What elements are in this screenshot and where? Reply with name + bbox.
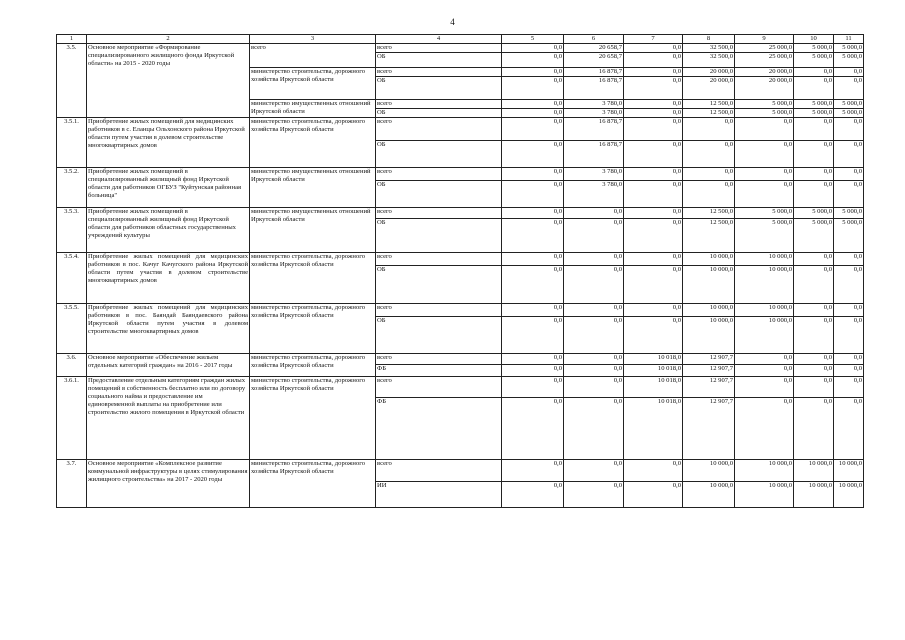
row-source: ОБ [376, 317, 502, 354]
row-value: 12 500,0 [683, 219, 735, 253]
row-value: 0,0 [502, 365, 564, 377]
row-value: 0,0 [834, 398, 864, 460]
row-value: 5 000,0 [794, 53, 834, 68]
row-value: 0,0 [834, 377, 864, 398]
row-executor: министерство строительства, дорожного хозяйства Иркутской области [250, 68, 376, 100]
row-value: 0,0 [564, 398, 624, 460]
row-value: 20 658,7 [564, 44, 624, 53]
row-value: 0,0 [794, 77, 834, 100]
row-value: 0,0 [564, 304, 624, 317]
row-value: 0,0 [794, 365, 834, 377]
row-value: 0,0 [834, 168, 864, 181]
row-value: 10 000,0 [683, 317, 735, 354]
row-value: 0,0 [794, 68, 834, 77]
row-source: всего [376, 253, 502, 266]
row-source: ОБ [376, 219, 502, 253]
row-value: 10 000,0 [735, 460, 794, 482]
row-code: 3.5.2. [57, 168, 87, 208]
row-value: 0,0 [834, 304, 864, 317]
row-value: 0,0 [624, 109, 683, 118]
row-executor: министерство строительства, дорожного хозяйства Иркутской области [250, 118, 376, 168]
row-executor: министерство строительства, дорожного хозяйства Иркутской области [250, 460, 376, 508]
row-value: 3 780,0 [564, 181, 624, 208]
row-code: 3.5. [57, 44, 87, 118]
row-source: ОБ [376, 266, 502, 304]
row-value: 5 000,0 [834, 219, 864, 253]
row-value: 12 907,7 [683, 365, 735, 377]
table-row [57, 44, 864, 53]
row-name: Основное мероприятие «Формирование специализированного жилищного фонда Иркутской области» на 2015 - 2020 годы [87, 44, 250, 118]
row-value: 0,0 [564, 266, 624, 304]
row-value: 0,0 [624, 266, 683, 304]
column-header: 7 [624, 35, 683, 44]
row-code: 3.6.1. [57, 377, 87, 460]
row-value: 0,0 [735, 141, 794, 168]
row-value: 3 780,0 [564, 109, 624, 118]
row-value: 0,0 [502, 266, 564, 304]
row-source: ФБ [376, 365, 502, 377]
row-value: 16 878,7 [564, 141, 624, 168]
row-value: 0,0 [564, 460, 624, 482]
table-row [57, 253, 864, 266]
row-value: 32 500,0 [683, 44, 735, 53]
row-executor: всего [250, 44, 376, 68]
row-value: 10 018,0 [624, 365, 683, 377]
row-value: 0,0 [735, 168, 794, 181]
row-value: 20 000,0 [735, 77, 794, 100]
row-source: ОБ [376, 181, 502, 208]
row-value: 0,0 [735, 118, 794, 141]
column-header: 8 [683, 35, 735, 44]
row-value: 0,0 [834, 118, 864, 141]
row-value: 0,0 [735, 365, 794, 377]
row-value: 0,0 [624, 118, 683, 141]
row-value: 0,0 [834, 68, 864, 77]
row-source: ФБ [376, 398, 502, 460]
row-value: 5 000,0 [794, 44, 834, 53]
row-value: 0,0 [624, 77, 683, 100]
row-value: 5 000,0 [834, 208, 864, 219]
row-value: 0,0 [624, 219, 683, 253]
row-value: 0,0 [564, 208, 624, 219]
row-value: 0,0 [794, 266, 834, 304]
row-value: 10 018,0 [624, 354, 683, 365]
row-value: 0,0 [502, 109, 564, 118]
row-value: 5 000,0 [735, 219, 794, 253]
row-value: 0,0 [834, 266, 864, 304]
table-row [57, 208, 864, 219]
row-value: 10 018,0 [624, 398, 683, 460]
row-value: 5 000,0 [794, 100, 834, 109]
row-value: 10 000,0 [735, 482, 794, 508]
column-header: 2 [87, 35, 250, 44]
row-value: 10 000,0 [834, 460, 864, 482]
row-value: 0,0 [502, 354, 564, 365]
budget-table [56, 34, 864, 508]
row-value: 12 907,7 [683, 354, 735, 365]
table-body [57, 44, 864, 508]
row-executor: министерство имущественных отношений Иркутской области [250, 100, 376, 118]
row-value: 20 658,7 [564, 53, 624, 68]
row-value: 0,0 [502, 317, 564, 354]
row-executor: министерство строительства, дорожного хозяйства Иркутской области [250, 354, 376, 377]
row-value: 10 000,0 [683, 482, 735, 508]
row-name: Приобретение жилых помещений для медицинских работников в пос. Баяндай Баяндаевского района Иркутской области путем участия в долевом строительстве многоквартирных домов [87, 304, 250, 354]
row-value: 10 000,0 [683, 460, 735, 482]
row-value: 20 000,0 [683, 68, 735, 77]
row-value: 0,0 [502, 181, 564, 208]
page-number: 4 [450, 17, 455, 27]
header-row [57, 35, 864, 44]
row-value: 20 000,0 [735, 68, 794, 77]
row-name: Приобретение жилых помещений в специализированный жилищный фонд Иркутской области для работников областных государственных учреждений культуры [87, 208, 250, 253]
row-value: 0,0 [735, 398, 794, 460]
column-header: 11 [834, 35, 864, 44]
row-executor: министерство строительства, дорожного хозяйства Иркутской области [250, 377, 376, 460]
table-row [57, 118, 864, 141]
row-source: ОБ [376, 77, 502, 100]
row-value: 20 000,0 [683, 77, 735, 100]
row-executor: министерство имущественных отношений Иркутской области [250, 208, 376, 253]
row-value: 0,0 [624, 53, 683, 68]
row-source: всего [376, 100, 502, 109]
column-header: 9 [735, 35, 794, 44]
row-value: 0,0 [683, 168, 735, 181]
row-value: 10 000,0 [794, 482, 834, 508]
row-executor: министерство имущественных отношений Иркутской области [250, 168, 376, 208]
row-executor: министерство строительства, дорожного хозяйства Иркутской области [250, 304, 376, 354]
row-value: 0,0 [502, 208, 564, 219]
row-value: 0,0 [794, 304, 834, 317]
row-value: 0,0 [624, 304, 683, 317]
row-value: 0,0 [564, 377, 624, 398]
row-source: ОБ [376, 109, 502, 118]
column-header: 10 [794, 35, 834, 44]
row-source: всего [376, 168, 502, 181]
row-name: Приобретение жилых помещений для медицинских работников в пос. Качуг Качугского района Иркутской области путем участия в долевом строительстве многоквартирных домов [87, 253, 250, 304]
row-value: 5 000,0 [794, 109, 834, 118]
row-value: 0,0 [502, 304, 564, 317]
row-value: 0,0 [834, 365, 864, 377]
row-value: 5 000,0 [735, 100, 794, 109]
row-value: 0,0 [794, 141, 834, 168]
row-value: 16 878,7 [564, 68, 624, 77]
row-code: 3.5.3. [57, 208, 87, 253]
row-value: 0,0 [624, 208, 683, 219]
row-value: 0,0 [834, 354, 864, 365]
row-value: 0,0 [624, 44, 683, 53]
row-code: 3.6. [57, 354, 87, 377]
row-value: 5 000,0 [834, 109, 864, 118]
table-row [57, 168, 864, 181]
table-row [57, 304, 864, 317]
row-value: 0,0 [564, 354, 624, 365]
row-value: 5 000,0 [735, 109, 794, 118]
row-value: 25 000,0 [735, 53, 794, 68]
row-value: 0,0 [683, 141, 735, 168]
row-value: 0,0 [502, 68, 564, 77]
row-value: 3 780,0 [564, 100, 624, 109]
row-value: 5 000,0 [794, 219, 834, 253]
row-name: Основное мероприятие «Обеспечение жильем отдельных категорий граждан» на 2016 - 2017 годы [87, 354, 250, 377]
row-value: 12 500,0 [683, 109, 735, 118]
row-name: Основное мероприятие «Комплексное развитие коммунальной инфраструктуры в целях стимулирования жилищного строительства» на 2017 - 2020 годы [87, 460, 250, 508]
row-value: 0,0 [502, 53, 564, 68]
row-value: 0,0 [502, 253, 564, 266]
row-value: 0,0 [502, 44, 564, 53]
row-source: ИИ [376, 482, 502, 508]
row-value: 0,0 [502, 100, 564, 109]
row-value: 0,0 [834, 141, 864, 168]
row-value: 0,0 [834, 77, 864, 100]
row-value: 0,0 [624, 100, 683, 109]
row-value: 0,0 [502, 398, 564, 460]
row-value: 0,0 [794, 317, 834, 354]
row-value: 0,0 [624, 168, 683, 181]
row-value: 16 878,7 [564, 118, 624, 141]
row-value: 0,0 [624, 460, 683, 482]
row-value: 0,0 [502, 168, 564, 181]
row-value: 5 000,0 [834, 44, 864, 53]
column-header: 5 [502, 35, 564, 44]
row-value: 0,0 [794, 377, 834, 398]
row-value: 5 000,0 [834, 53, 864, 68]
row-value: 10 000,0 [735, 266, 794, 304]
column-header: 4 [376, 35, 502, 44]
row-value: 0,0 [502, 377, 564, 398]
row-value: 10 018,0 [624, 377, 683, 398]
row-value: 12 500,0 [683, 100, 735, 109]
row-value: 0,0 [564, 219, 624, 253]
row-value: 16 878,7 [564, 77, 624, 100]
row-value: 0,0 [624, 141, 683, 168]
row-code: 3.5.1. [57, 118, 87, 168]
row-value: 3 780,0 [564, 168, 624, 181]
row-value: 0,0 [564, 365, 624, 377]
row-code: 3.5.4. [57, 253, 87, 304]
row-value: 0,0 [834, 253, 864, 266]
row-value: 25 000,0 [735, 44, 794, 53]
row-value: 0,0 [502, 118, 564, 141]
row-value: 0,0 [624, 317, 683, 354]
row-source: всего [376, 304, 502, 317]
row-value: 0,0 [794, 118, 834, 141]
row-value: 5 000,0 [834, 100, 864, 109]
row-value: 10 000,0 [794, 460, 834, 482]
row-value: 0,0 [834, 181, 864, 208]
row-value: 5 000,0 [794, 208, 834, 219]
table-row [57, 460, 864, 482]
row-value: 0,0 [564, 317, 624, 354]
row-value: 12 500,0 [683, 208, 735, 219]
row-value: 12 907,7 [683, 398, 735, 460]
row-code: 3.7. [57, 460, 87, 508]
row-value: 0,0 [624, 482, 683, 508]
row-value: 10 000,0 [735, 304, 794, 317]
row-source: всего [376, 68, 502, 77]
row-value: 0,0 [564, 253, 624, 266]
row-value: 10 000,0 [683, 253, 735, 266]
table-row [57, 377, 864, 398]
row-value: 0,0 [502, 460, 564, 482]
row-value: 10 000,0 [834, 482, 864, 508]
row-value: 5 000,0 [735, 208, 794, 219]
row-value: 0,0 [683, 181, 735, 208]
row-name: Предоставление отдельным категориям граждан жилых помещений в собственность бесплатно или по договору социального найма и предоставление им единовременной выплаты на приобретение или строительство жилого помещения в Иркутской области [87, 377, 250, 460]
row-source: всего [376, 118, 502, 141]
row-value: 0,0 [794, 168, 834, 181]
row-value: 0,0 [794, 253, 834, 266]
row-source: всего [376, 354, 502, 365]
table-row [57, 354, 864, 365]
row-value: 0,0 [624, 181, 683, 208]
row-source: всего [376, 208, 502, 219]
row-value: 0,0 [624, 253, 683, 266]
row-value: 0,0 [624, 68, 683, 77]
row-value: 0,0 [502, 77, 564, 100]
row-value: 0,0 [735, 181, 794, 208]
row-source: всего [376, 44, 502, 53]
row-value: 0,0 [794, 181, 834, 208]
row-value: 0,0 [794, 398, 834, 460]
column-header: 3 [250, 35, 376, 44]
row-value: 0,0 [502, 482, 564, 508]
column-header: 1 [57, 35, 87, 44]
row-value: 0,0 [735, 354, 794, 365]
row-value: 10 000,0 [735, 317, 794, 354]
row-value: 0,0 [564, 482, 624, 508]
row-value: 12 907,7 [683, 377, 735, 398]
row-value: 10 000,0 [683, 266, 735, 304]
column-header: 6 [564, 35, 624, 44]
row-source: всего [376, 377, 502, 398]
row-source: ОБ [376, 53, 502, 68]
row-value: 10 000,0 [735, 253, 794, 266]
row-executor: министерство строительства, дорожного хозяйства Иркутской области [250, 253, 376, 304]
row-value: 0,0 [502, 141, 564, 168]
row-value: 0,0 [683, 118, 735, 141]
row-value: 0,0 [834, 317, 864, 354]
row-value: 0,0 [502, 219, 564, 253]
row-value: 0,0 [735, 377, 794, 398]
row-source: ОБ [376, 141, 502, 168]
row-value: 10 000,0 [683, 304, 735, 317]
row-value: 0,0 [794, 354, 834, 365]
row-code: 3.5.5. [57, 304, 87, 354]
row-name: Приобретение жилых помещений в специализированный жилищный фонд Иркутской области для работников ОГБУЗ "Куйтунская районная больница" [87, 168, 250, 208]
row-source: всего [376, 460, 502, 482]
row-name: Приобретение жилых помещений для медицинских работников в с. Еланцы Ольхонского района Иркутской области путем участия в долевом строительстве многоквартирных домов [87, 118, 250, 168]
row-value: 32 500,0 [683, 53, 735, 68]
